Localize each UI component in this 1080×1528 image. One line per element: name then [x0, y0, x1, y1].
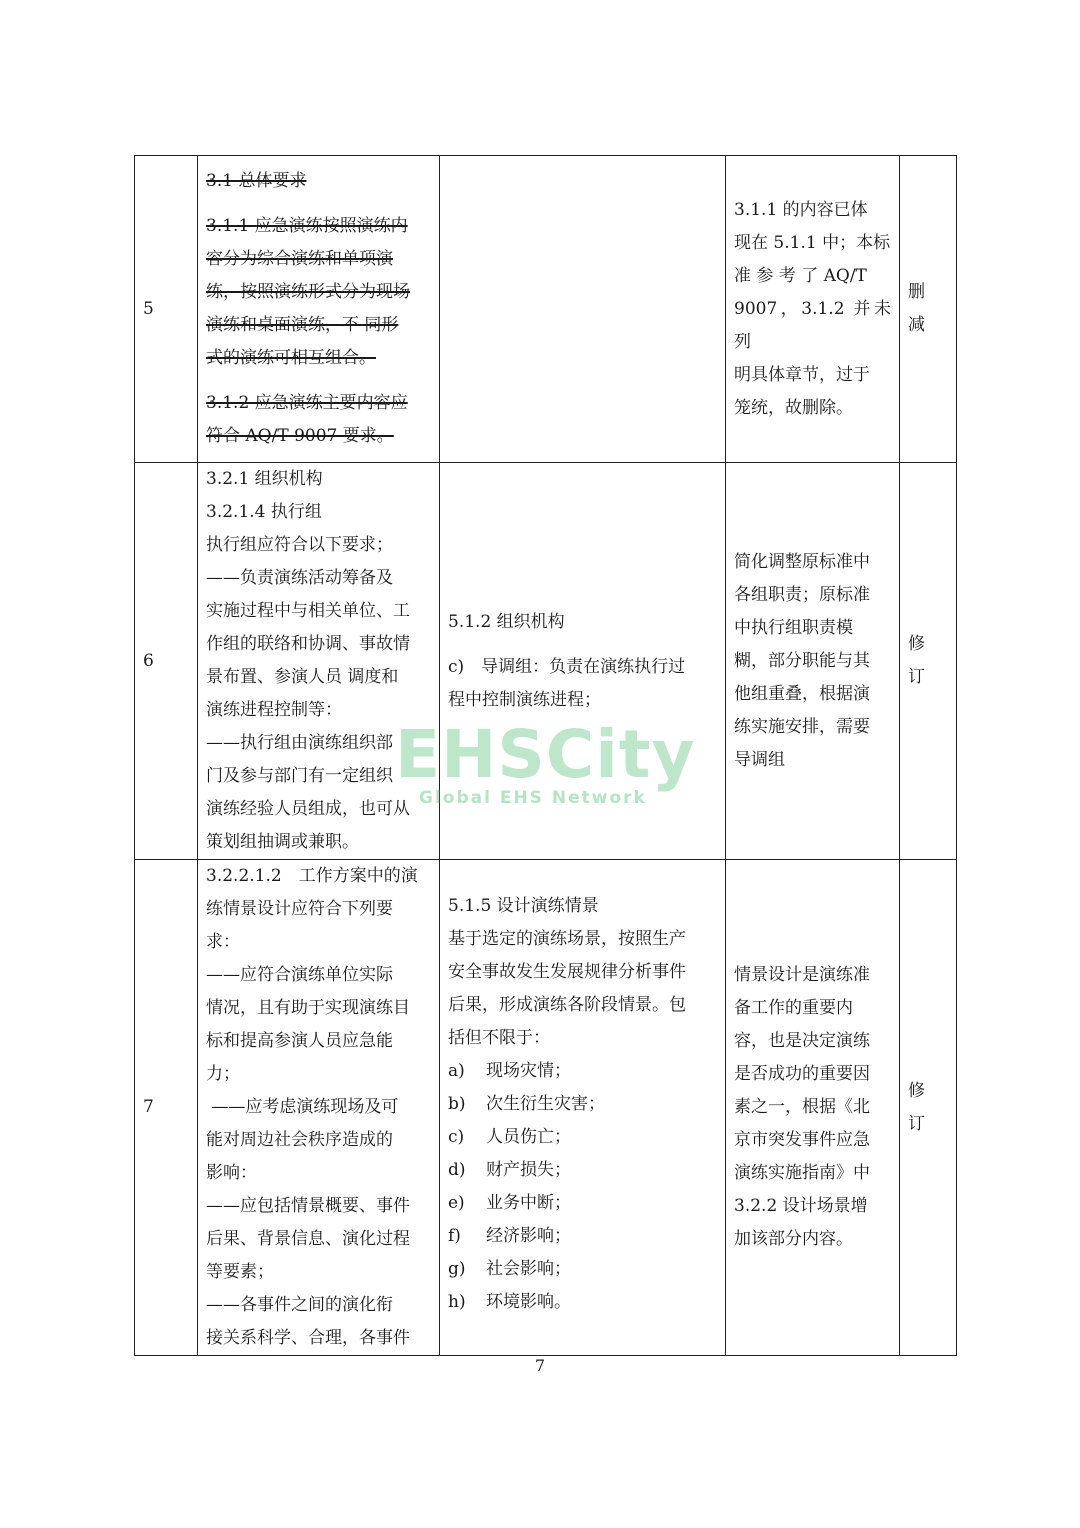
list-item: f) 经济影响； — [448, 1226, 571, 1246]
row-number: 6 — [135, 463, 198, 860]
revision-table — [134, 155, 957, 1356]
deleted-paragraph-1: 3.1.1 应急演练按照演练内 容分为综合演练和单项演 练，按照演练形式分为现场 演练和桌面演练，不 同形 式的演练可相互组合。 — [206, 216, 410, 368]
new-clause-cell: 5.1.5 设计演练情景 基于选定的演练场景，按照生产 安全事故发生发展规律分析事件 后果，形成演练各阶段情景。包 括但不限于： a) 现场灾情； b) 次生衍生灾害； c) 人员伤亡； d) 财产损失； e) 业务中断； f) 经济影响； g) 社会影响； h) 环境影响。 — [440, 860, 726, 1356]
list-item: g) 社会影响； — [448, 1259, 571, 1279]
action-cell: 修 订 — [900, 860, 957, 1356]
new-clause-cell: 5.1.2 组织机构 c) 导调组：负责在演练执行过 程中控制演练进程； — [440, 463, 726, 860]
list-item: c) 人员伤亡； — [448, 1127, 571, 1147]
row-number: 7 — [135, 860, 198, 1356]
reason-cell: 简化调整原标准中 各组职责；原标准 中执行组职责模 糊，部分职能与其 他组重叠，根据演 练实施安排，需要 导调组 — [726, 463, 900, 860]
reason-cell: 3.1.1 的内容已体 现在 5.1.1 中；本标 准 参 考 了 AQ/T 9007，3.1.2 并未列 明具体章节，过于 笼统，故删除。 — [726, 156, 900, 463]
deleted-heading: 3.1 总体要求 — [206, 171, 307, 191]
deleted-paragraph-2: 3.1.2 应急演练主要内容应 符合 AQ/T 9007 要求。 — [206, 393, 408, 446]
row-number: 5 — [135, 156, 198, 463]
table-row — [135, 463, 957, 860]
watermark-subtitle: Global EHS Network — [419, 788, 647, 808]
action-cell: 删 减 — [900, 156, 957, 463]
watermark-logo: EHSCity — [395, 716, 696, 793]
list-item: e) 业务中断； — [448, 1193, 571, 1213]
new-clause-cell — [440, 156, 726, 463]
list-item: d) 财产损失； — [448, 1160, 571, 1180]
original-clause-cell — [198, 156, 440, 463]
table-row — [135, 860, 957, 1356]
new-clause-heading: 5.1.5 设计演练情景 — [448, 896, 599, 916]
list-item: h) 环境影响。 — [448, 1292, 571, 1312]
table-row — [135, 156, 957, 463]
page-number: 7 — [534, 1356, 546, 1375]
original-clause-cell: 3.2.2.1.2 工作方案中的演 练情景设计应符合下列要 求： ——应符合演练单位实际 情况，且有助于实现演练目 标和提高参演人员应急能 力； ——应考虑演练现场及可 能对周边社会秩序造成的 影响： ——应包括情景概要、事件 后果、背景信息、演化过程 等要素； ——各事件之间的演化衔 接关系科学、合理，各事件 — [198, 860, 440, 1356]
action-cell: 修 订 — [900, 463, 957, 860]
list-item: b) 次生衍生灾害； — [448, 1094, 605, 1114]
reason-cell: 情景设计是演练准 备工作的重要内 容，也是决定演练 是否成功的重要因 素之一，根据《北 京市突发事件应急 演练实施指南》中 3.2.2 设计场景增 加该部分内容。 — [726, 860, 900, 1356]
list-item: a) 现场灾情； — [448, 1061, 571, 1081]
new-clause-heading: 5.1.2 组织机构 — [448, 611, 565, 632]
original-clause-cell: 3.2.1 组织机构 3.2.1.4 执行组 执行组应符合以下要求； ——负责演练活动筹备及 实施过程中与相关单位、工 作组的联络和协调、事故情 景布置、参演人员 调度和 演练进程控制等： ——执行组由演练组织部 门及参与部门有一定组织 演练经验人员组成，也可从 策划组抽调或兼职。 — [198, 463, 440, 860]
